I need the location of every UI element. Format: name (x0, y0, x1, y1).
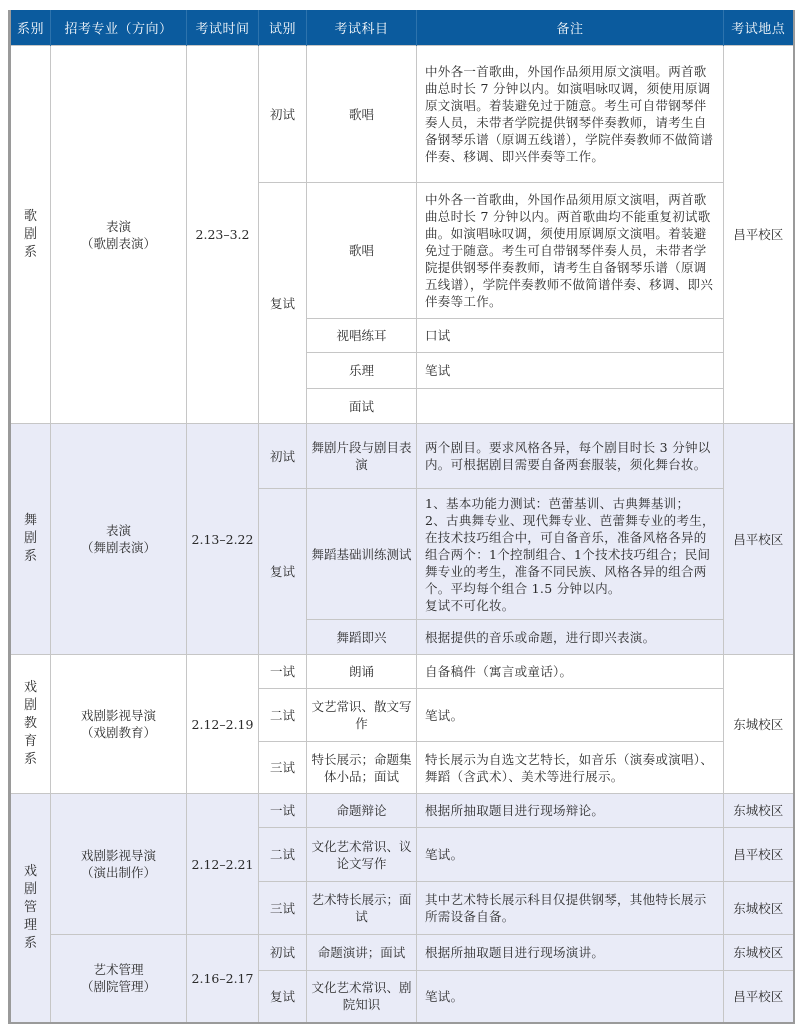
subject-cell: 特长展示；命题集体小品；面试 (307, 742, 417, 794)
location-cell: 昌平校区 (724, 424, 794, 655)
table-row (10, 46, 794, 183)
major-cell (51, 794, 187, 935)
note-cell (417, 389, 724, 424)
note-cell: 笔试。 (417, 971, 724, 1023)
subject-cell: 命题演讲；面试 (307, 935, 417, 971)
header-time: 考试时间 (187, 10, 259, 46)
location-cell: 东城校区 (724, 794, 794, 828)
subject-cell: 艺术特长展示；面试 (307, 882, 417, 935)
table-row (10, 935, 794, 971)
section-dance (10, 424, 794, 655)
subject-cell: 面试 (307, 389, 417, 424)
section-drama-management (10, 794, 794, 1023)
dept-label: 舞剧系 (23, 513, 37, 564)
round-cell: 三试 (259, 882, 307, 935)
dept-cell (10, 794, 51, 1023)
exam-schedule-table (8, 10, 795, 1024)
round-cell: 二试 (259, 828, 307, 882)
major-name: 表演 (105, 218, 131, 234)
major-name: 表演 (105, 523, 131, 538)
subject-cell: 命题辩论 (307, 794, 417, 828)
table-row (10, 794, 794, 828)
note-cell: 根据提供的音乐或命题，进行即兴表演。 (417, 620, 724, 655)
subject-cell: 歌唱 (307, 46, 417, 183)
dept-label: 戏剧管理系 (23, 863, 37, 951)
round-cell: 初试 (259, 424, 307, 489)
round-cell: 二试 (259, 689, 307, 742)
note-cell: 笔试 (417, 353, 724, 389)
subject-cell: 乐理 (307, 353, 417, 389)
location-cell: 昌平校区 (724, 46, 794, 424)
subject-cell: 舞蹈即兴 (307, 620, 417, 655)
subject-cell: 歌唱 (307, 183, 417, 319)
header-round: 试别 (259, 10, 307, 46)
major-direction: （戏剧教育） (80, 725, 156, 740)
subject-cell: 文化艺术常识、议论文写作 (307, 828, 417, 882)
note-line: 2、古典舞专业、现代舞专业、芭蕾舞专业的考生，在技术技巧组合中，可自备音乐，准备风格各异的组合两个：1个控制组合、1个技术技巧组合；民间舞专业的考生，准备不同民族、风格各异的组合两个。平均每个组合 1.5 分钟以内。 (425, 512, 715, 596)
note-cell: 口试 (417, 319, 724, 353)
note-line: 复试不可化妆。 (425, 597, 515, 613)
note-cell: 笔试。 (417, 828, 724, 882)
round-cell: 一试 (259, 794, 307, 828)
dept-label: 歌剧系 (23, 208, 37, 260)
location-cell: 东城校区 (724, 935, 794, 971)
header-location: 考试地点 (724, 10, 794, 46)
location-cell: 昌平校区 (724, 828, 794, 882)
round-cell: 复试 (259, 489, 307, 655)
subject-cell: 视唱练耳 (307, 319, 417, 353)
header-dept: 系别 (10, 10, 51, 46)
round-cell: 三试 (259, 742, 307, 794)
dept-cell (10, 46, 51, 424)
note-cell: 中外各一首歌曲，外国作品须用原文演唱，两首歌曲总时长 7 分钟以内。两首歌曲均不能重复初试歌曲。如演唱咏叹调，须使用原调原文演唱。着装避免过于随意。考生可自带钢琴伴奏人员，未带者学院提供钢琴伴奏教师，请考生自备钢琴乐谱（原调五线谱），学院伴奏教师不做简谱伴奏、移调、即兴伴奏等工作。 (417, 183, 724, 319)
major-cell (51, 935, 187, 1023)
major-direction: （歌剧表演） (80, 235, 156, 251)
table-row (10, 424, 794, 489)
exam-time: 2.12–2.21 (187, 794, 259, 935)
note-cell: 特长展示为自选文艺特长，如音乐（演奏或演唱）、舞蹈（含武术）、美术等进行展示。 (417, 742, 724, 794)
exam-time: 2.13–2.22 (187, 424, 259, 655)
note-cell: 笔试。 (417, 689, 724, 742)
table-header-row (10, 10, 794, 46)
exam-time: 2.23–3.2 (187, 46, 259, 424)
header-subject: 考试科目 (307, 10, 417, 46)
subject-cell: 文艺常识、散文写作 (307, 689, 417, 742)
note-cell: 两个剧目。要求风格各异，每个剧目时长 3 分钟以内。可根据剧目需要自备两套服装，须化舞台妆。 (417, 424, 724, 489)
dept-cell (10, 655, 51, 794)
dept-label: 戏剧教育系 (23, 680, 37, 767)
header-note: 备注 (417, 10, 724, 46)
section-opera (10, 46, 794, 424)
note-cell: 其中艺术特长展示科目仅提供钢琴，其他特长展示所需设备自备。 (417, 882, 724, 935)
exam-time: 2.16–2.17 (187, 935, 259, 1023)
round-cell: 复试 (259, 183, 307, 424)
subject-cell: 文化艺术常识、剧院知识 (307, 971, 417, 1023)
note-cell (417, 489, 724, 620)
location-cell: 东城校区 (724, 882, 794, 935)
subject-cell: 舞蹈基础训练测试 (307, 489, 417, 620)
header-major: 招考专业（方向） (51, 10, 187, 46)
major-direction: （剧院管理） (80, 979, 156, 995)
major-direction: （舞剧表演） (80, 540, 156, 555)
dept-cell (10, 424, 51, 655)
subject-cell: 朗诵 (307, 655, 417, 689)
note-cell: 中外各一首歌曲，外国作品须用原文演唱。两首歌曲总时长 7 分钟以内。如演唱咏叹调，须使用原调原文演唱。着装避免过于随意。考生可自带钢琴伴奏人员，未带者学院提供钢琴伴奏教师，请考生自备钢琴乐谱（原调五线谱），学院伴奏教师不做简谱伴奏、移调、即兴伴奏等工作。 (417, 46, 724, 183)
major-cell (51, 46, 187, 424)
location-cell: 东城校区 (724, 655, 794, 794)
note-cell: 根据所抽取题目进行现场演讲。 (417, 935, 724, 971)
major-direction: （演出制作） (80, 865, 156, 880)
section-drama-education (10, 655, 794, 794)
major-cell (51, 655, 187, 794)
round-cell: 初试 (259, 935, 307, 971)
major-cell (51, 424, 187, 655)
note-cell: 自备稿件（寓言或童话）。 (417, 655, 724, 689)
round-cell: 初试 (259, 46, 307, 183)
major-name: 戏剧影视导演 (80, 848, 156, 863)
subject-cell: 舞剧片段与剧目表演 (307, 424, 417, 489)
round-cell: 一试 (259, 655, 307, 689)
exam-time: 2.12–2.19 (187, 655, 259, 794)
major-name: 艺术管理 (93, 962, 144, 978)
major-name: 戏剧影视导演 (80, 708, 156, 723)
note-line: 1、基本功能力测试：芭蕾基训、古典舞基训； (425, 495, 690, 511)
table-row (10, 655, 794, 689)
location-cell: 昌平校区 (724, 971, 794, 1023)
note-cell: 根据所抽取题目进行现场辩论。 (417, 794, 724, 828)
round-cell: 复试 (259, 971, 307, 1023)
